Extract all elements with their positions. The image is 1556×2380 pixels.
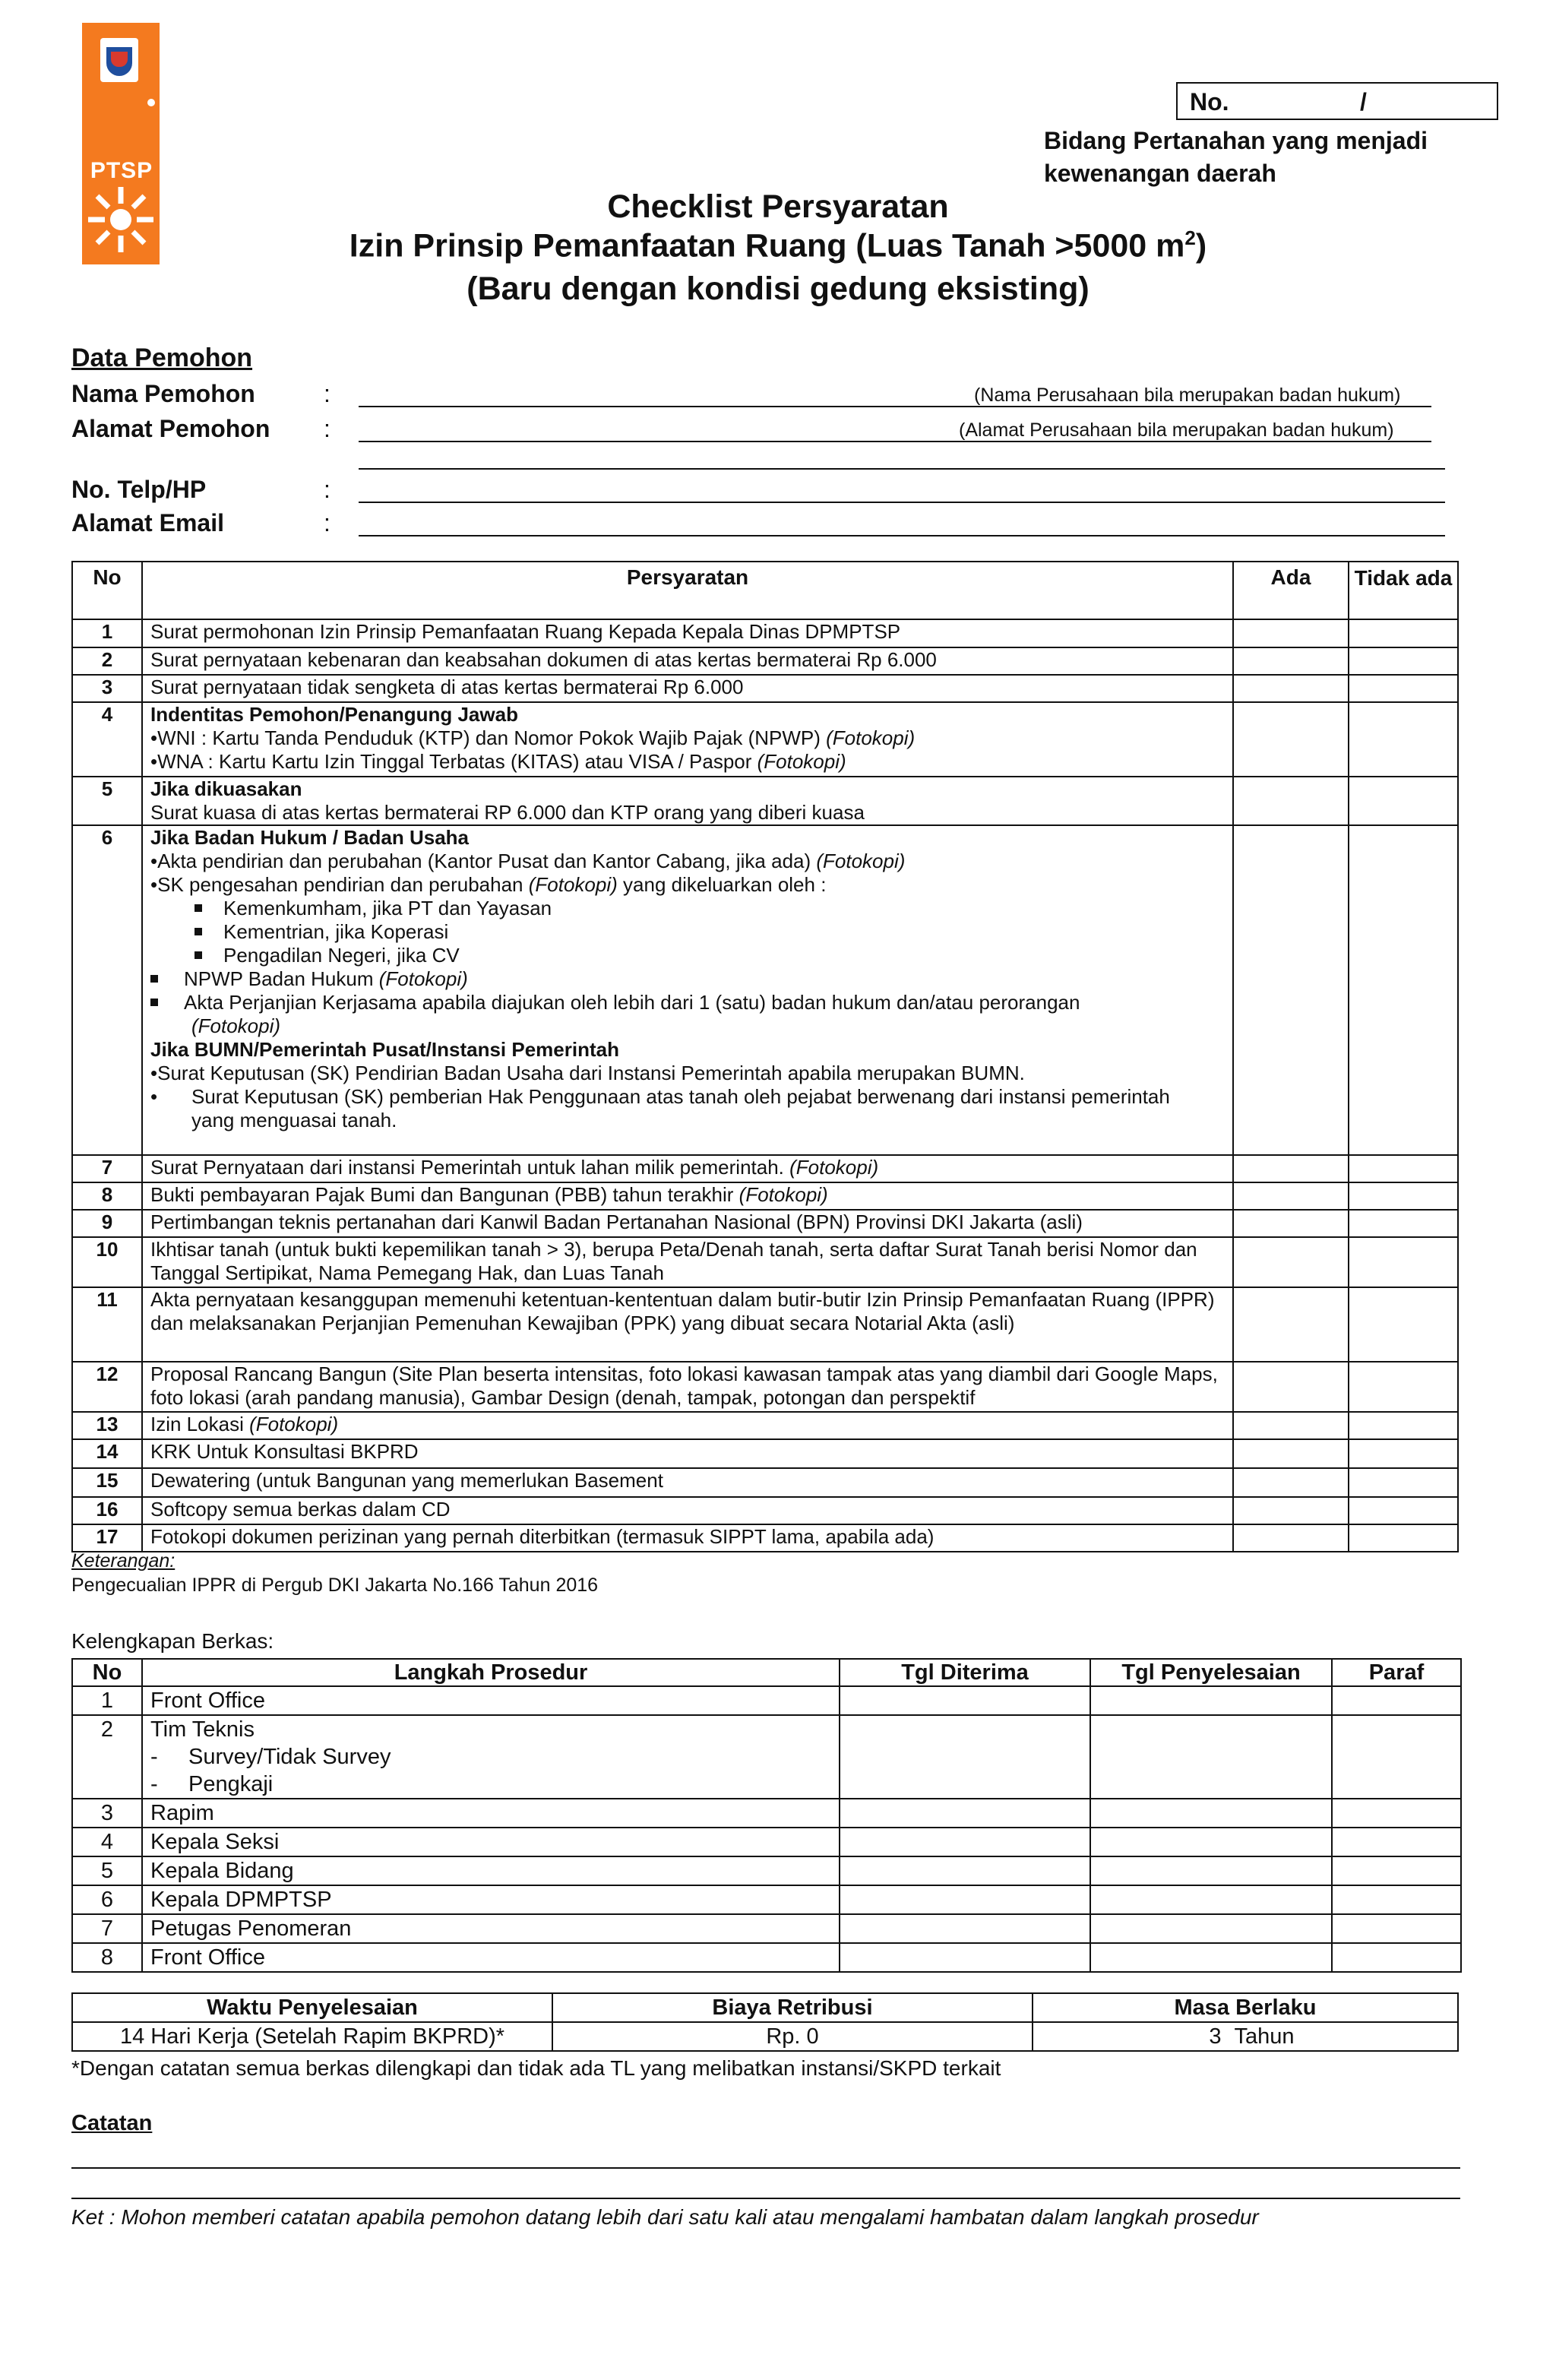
req-row: 14 KRK Untuk Konsultasi BKPRD bbox=[72, 1439, 1458, 1468]
tgl-diterima-cell[interactable] bbox=[840, 1828, 1090, 1856]
jakarta-emblem-icon bbox=[100, 38, 138, 82]
title-checklist: Checklist Persyaratan bbox=[607, 188, 949, 225]
prosedur-row: 4 Kepala Seksi bbox=[72, 1828, 1461, 1856]
prosedur-table bbox=[71, 1658, 1462, 1973]
req-row: 13 Izin Lokasi (Fotokopi) bbox=[72, 1412, 1458, 1439]
tgl-penyelesaian-cell[interactable] bbox=[1090, 1828, 1332, 1856]
ada-checkbox[interactable] bbox=[1233, 1412, 1349, 1439]
req-row: 1 Surat permohonan Izin Prinsip Pemanfaatan Ruang Kepada Kepala Dinas DPMPTSP bbox=[72, 619, 1458, 647]
req-row: 9 Pertimbangan teknis pertanahan dari Kanwil Badan Pertanahan Nasional (BPN) Provinsi DKI Jakarta (asli) bbox=[72, 1210, 1458, 1237]
tgl-penyelesaian-cell[interactable] bbox=[1090, 1715, 1332, 1799]
tidak-ada-checkbox[interactable] bbox=[1349, 1237, 1458, 1287]
ada-checkbox[interactable] bbox=[1233, 1237, 1349, 1287]
telp-label: No. Telp/HP bbox=[71, 476, 207, 503]
paraf-cell[interactable] bbox=[1332, 1715, 1461, 1799]
col-persyaratan: Persyaratan bbox=[142, 562, 1233, 619]
tidak-ada-checkbox[interactable] bbox=[1349, 1412, 1458, 1439]
prosedur-row: 1 Front Office bbox=[72, 1686, 1461, 1715]
tidak-ada-checkbox[interactable] bbox=[1349, 1210, 1458, 1237]
biaya-value: Rp. 0 bbox=[552, 2022, 1033, 2051]
prosedur-row: 5 Kepala Bidang bbox=[72, 1856, 1461, 1885]
catatan-line-2[interactable] bbox=[71, 2198, 1460, 2199]
tgl-penyelesaian-cell[interactable] bbox=[1090, 1943, 1332, 1972]
prosedur-row: 6 Kepala DPMPTSP bbox=[72, 1885, 1461, 1914]
ada-checkbox[interactable] bbox=[1233, 619, 1349, 647]
tidak-ada-checkbox[interactable] bbox=[1349, 1287, 1458, 1362]
tgl-penyelesaian-cell[interactable] bbox=[1090, 1856, 1332, 1885]
tidak-ada-checkbox[interactable] bbox=[1349, 777, 1458, 825]
ada-checkbox[interactable] bbox=[1233, 777, 1349, 825]
tidak-ada-checkbox[interactable] bbox=[1349, 1182, 1458, 1210]
req-row: 17 Fotokopi dokumen perizinan yang pernah diterbitkan (termasuk SIPPT lama, apabila ada) bbox=[72, 1524, 1458, 1552]
catatan-label: Catatan bbox=[71, 2111, 153, 2135]
tgl-diterima-cell[interactable] bbox=[840, 1686, 1090, 1715]
req-row: 8 Bukti pembayaran Pajak Bumi dan Bangunan (PBB) tahun terakhir (Fotokopi) bbox=[72, 1182, 1458, 1210]
prosedur-row: 8 Front Office bbox=[72, 1943, 1461, 1972]
document-number-box bbox=[1176, 82, 1498, 120]
col-langkah: Langkah Prosedur bbox=[142, 1659, 840, 1686]
alamat-pemohon-field-2[interactable] bbox=[359, 468, 1445, 470]
nama-pemohon-label: Nama Pemohon bbox=[71, 380, 255, 407]
prosedur-row: 2 Tim Teknis - Survey/Tidak Survey - Pengkaji bbox=[72, 1715, 1461, 1799]
tidak-ada-checkbox[interactable] bbox=[1349, 675, 1458, 702]
ada-checkbox[interactable] bbox=[1233, 825, 1349, 1155]
prosedur-row: 3 Rapim bbox=[72, 1799, 1461, 1828]
paraf-cell[interactable] bbox=[1332, 1943, 1461, 1972]
paraf-cell[interactable] bbox=[1332, 1799, 1461, 1828]
ada-checkbox[interactable] bbox=[1233, 1439, 1349, 1468]
tidak-ada-checkbox[interactable] bbox=[1349, 825, 1458, 1155]
email-label: Alamat Email bbox=[71, 509, 224, 536]
tgl-diterima-cell[interactable] bbox=[840, 1914, 1090, 1943]
col-waktu: Waktu Penyelesaian bbox=[72, 1993, 552, 2022]
col-tidak-ada: Tidak ada bbox=[1349, 562, 1458, 619]
tgl-penyelesaian-cell[interactable] bbox=[1090, 1799, 1332, 1828]
ada-checkbox[interactable] bbox=[1233, 1362, 1349, 1412]
catatan-ket: Ket : Mohon memberi catatan apabila pemohon datang lebih dari satu kali atau mengalami hambatan dalam langkah prosedur bbox=[71, 2205, 1259, 2229]
no-label: No. bbox=[1190, 88, 1229, 116]
ada-checkbox[interactable] bbox=[1233, 1182, 1349, 1210]
req-row: 2 Surat pernyataan kebenaran dan keabsahan dokumen di atas kertas bermaterai Rp 6.000 bbox=[72, 647, 1458, 675]
req-row: 11 Akta pernyataan kesanggupan memenuhi ketentuan-kententuan dalam butir-butir Izin Prinsip Pemanfaatan Ruang (IPPR) dan melaksanakan Perjanjian Pemenuhan Kewajiban (PPK) yang dibuat secara Notarial Akta (asli) bbox=[72, 1287, 1458, 1362]
tgl-diterima-cell[interactable] bbox=[840, 1856, 1090, 1885]
req-row: 6 Jika Badan Hukum / Badan Usaha •Akta pendirian dan perubahan (Kantor Pusat dan Kantor Cabang, jika ada) (Fotokopi) •SK pengesahan pendirian dan perubahan (Fotokopi) yang dikeluarkan oleh : Kemenkumham, jika PT dan Yayasan Kementrian, jika Koperasi Pengadilan Negeri, jika CV NPWP Badan Hukum (Fotokopi) Akta Perjanjian Kerjasama apabila diajukan oleh lebih dari 1 (satu) badan hukum dan/atau perorangan (Fotokopi) Jika BUMN/Pemerintah Pusat/Instansi Pemerintah •Surat Keputusan (SK) Pendirian Badan Usaha dari Instansi Pemerintah apabila merupakan BUMN. • Surat Keputusan (SK) pemberian Hak Penggunaan atas tanah oleh pejabat berwenang dari instansi pemerintah yang menguasai tanah. bbox=[72, 825, 1458, 1155]
tidak-ada-checkbox[interactable] bbox=[1349, 1439, 1458, 1468]
ada-checkbox[interactable] bbox=[1233, 1497, 1349, 1524]
keterangan-label: Keterangan: bbox=[71, 1550, 176, 1571]
ada-checkbox[interactable] bbox=[1233, 1524, 1349, 1552]
tidak-ada-checkbox[interactable] bbox=[1349, 1524, 1458, 1552]
telp-field[interactable] bbox=[359, 502, 1445, 503]
nama-pemohon-note: (Nama Perusahaan bila merupakan badan hukum) bbox=[974, 385, 1401, 406]
tgl-diterima-cell[interactable] bbox=[840, 1715, 1090, 1799]
masa-value: 3 Tahun bbox=[1033, 2022, 1458, 2051]
req-row: 16 Softcopy semua berkas dalam CD bbox=[72, 1497, 1458, 1524]
tidak-ada-checkbox[interactable] bbox=[1349, 647, 1458, 675]
tgl-penyelesaian-cell[interactable] bbox=[1090, 1686, 1332, 1715]
paraf-cell[interactable] bbox=[1332, 1885, 1461, 1914]
tgl-diterima-cell[interactable] bbox=[840, 1885, 1090, 1914]
col-paraf: Paraf bbox=[1332, 1659, 1461, 1686]
req-row: 4 Indentitas Pemohon/Penangung Jawab •WNI : Kartu Tanda Penduduk (KTP) dan Nomor Pokok Wajib Pajak (NPWP) (Fotokopi) •WNA : Kartu Kartu Izin Tinggal Terbatas (KITAS) atau VISA / Paspor (Fotokopi) bbox=[72, 702, 1458, 777]
req-row: 3 Surat pernyataan tidak sengketa di atas kertas bermaterai Rp 6.000 bbox=[72, 675, 1458, 702]
req-row: 7 Surat Pernyataan dari instansi Pemerintah untuk lahan milik pemerintah. (Fotokopi) bbox=[72, 1155, 1458, 1182]
tgl-diterima-cell[interactable] bbox=[840, 1799, 1090, 1828]
ada-checkbox[interactable] bbox=[1233, 1287, 1349, 1362]
paraf-cell[interactable] bbox=[1332, 1856, 1461, 1885]
waktu-value: 14 Hari Kerja (Setelah Rapim BKPRD)* bbox=[72, 2022, 552, 2051]
tidak-ada-checkbox[interactable] bbox=[1349, 619, 1458, 647]
email-field[interactable] bbox=[359, 535, 1445, 536]
logo-text: PTSP bbox=[90, 158, 153, 183]
req-row: 15 Dewatering (untuk Bangunan yang memerlukan Basement bbox=[72, 1468, 1458, 1497]
col-masa: Masa Berlaku bbox=[1033, 1993, 1458, 2022]
kelengkapan-label: Kelengkapan Berkas: bbox=[71, 1629, 274, 1653]
data-pemohon-heading: Data Pemohon bbox=[71, 343, 253, 372]
ada-checkbox[interactable] bbox=[1233, 1155, 1349, 1182]
title-izin: Izin Prinsip Pemanfaatan Ruang (Luas Tanah >5000 $m^2$) bbox=[349, 226, 1207, 264]
paraf-cell[interactable] bbox=[1332, 1686, 1461, 1715]
tidak-ada-checkbox[interactable] bbox=[1349, 1155, 1458, 1182]
prosedur-row: 7 Petugas Penomeran bbox=[72, 1914, 1461, 1943]
req-row: 12 Proposal Rancang Bangun (Site Plan beserta intensitas, foto lokasi kawasan tampak atas yang diambil dari Google Maps, foto lokasi (arah pandang manusia), Gambar Design (denah, tampak, potongan dan perspektif bbox=[72, 1362, 1458, 1412]
col-biaya: Biaya Retribusi bbox=[552, 1993, 1033, 2022]
tidak-ada-checkbox[interactable] bbox=[1349, 1362, 1458, 1412]
bidang-label: Bidang Pertanahan yang menjadi kewenangan daerah bbox=[1044, 127, 1428, 187]
requirements-table bbox=[71, 561, 1459, 1552]
col-no: No bbox=[72, 1659, 142, 1686]
tgl-penyelesaian-cell[interactable] bbox=[1090, 1885, 1332, 1914]
tidak-ada-checkbox[interactable] bbox=[1349, 1468, 1458, 1497]
alamat-pemohon-note: (Alamat Perusahaan bila merupakan badan hukum) bbox=[959, 419, 1394, 441]
tgl-penyelesaian-cell[interactable] bbox=[1090, 1914, 1332, 1943]
ada-checkbox[interactable] bbox=[1233, 702, 1349, 777]
waktu-note: *Dengan catatan semua berkas dilengkapi dan tidak ada TL yang melibatkan instansi/SKPD terkait bbox=[71, 2056, 1001, 2080]
paraf-cell[interactable] bbox=[1332, 1828, 1461, 1856]
ada-checkbox[interactable] bbox=[1233, 647, 1349, 675]
title-baru: (Baru dengan kondisi gedung eksisting) bbox=[466, 271, 1090, 307]
tidak-ada-checkbox[interactable] bbox=[1349, 702, 1458, 777]
ada-checkbox[interactable] bbox=[1233, 1468, 1349, 1497]
ada-checkbox[interactable] bbox=[1233, 675, 1349, 702]
req-row: 10 Ikhtisar tanah (untuk bukti kepemilikan tanah > 3), berupa Peta/Denah tanah, serta daftar Surat Tanah berisi Nomor dan Tanggal Sertipikat, Nama Pemegang Hak, dan Luas Tanah bbox=[72, 1237, 1458, 1287]
keterangan-text: Pengecualian IPPR di Pergub DKI Jakarta No.166 Tahun 2016 bbox=[71, 1575, 599, 1596]
col-tgl-diterima: Tgl Diterima bbox=[840, 1659, 1090, 1686]
col-no: No bbox=[72, 562, 142, 619]
req-row: 5 Jika dikuasakan Surat kuasa di atas kertas bermaterai RP 6.000 dan KTP orang yang diberi kuasa bbox=[72, 777, 1458, 825]
col-ada: Ada bbox=[1233, 562, 1349, 619]
ada-checkbox[interactable] bbox=[1233, 1210, 1349, 1237]
tgl-diterima-cell[interactable] bbox=[840, 1943, 1090, 1972]
alamat-pemohon-label: Alamat Pemohon bbox=[71, 415, 270, 442]
waktu-table bbox=[71, 1992, 1459, 2052]
tidak-ada-checkbox[interactable] bbox=[1349, 1497, 1458, 1524]
catatan-line-1[interactable] bbox=[71, 2167, 1460, 2169]
paraf-cell[interactable] bbox=[1332, 1914, 1461, 1943]
col-tgl-penyelesaian: Tgl Penyelesaian bbox=[1090, 1659, 1332, 1686]
no-separator: / bbox=[1360, 88, 1367, 116]
